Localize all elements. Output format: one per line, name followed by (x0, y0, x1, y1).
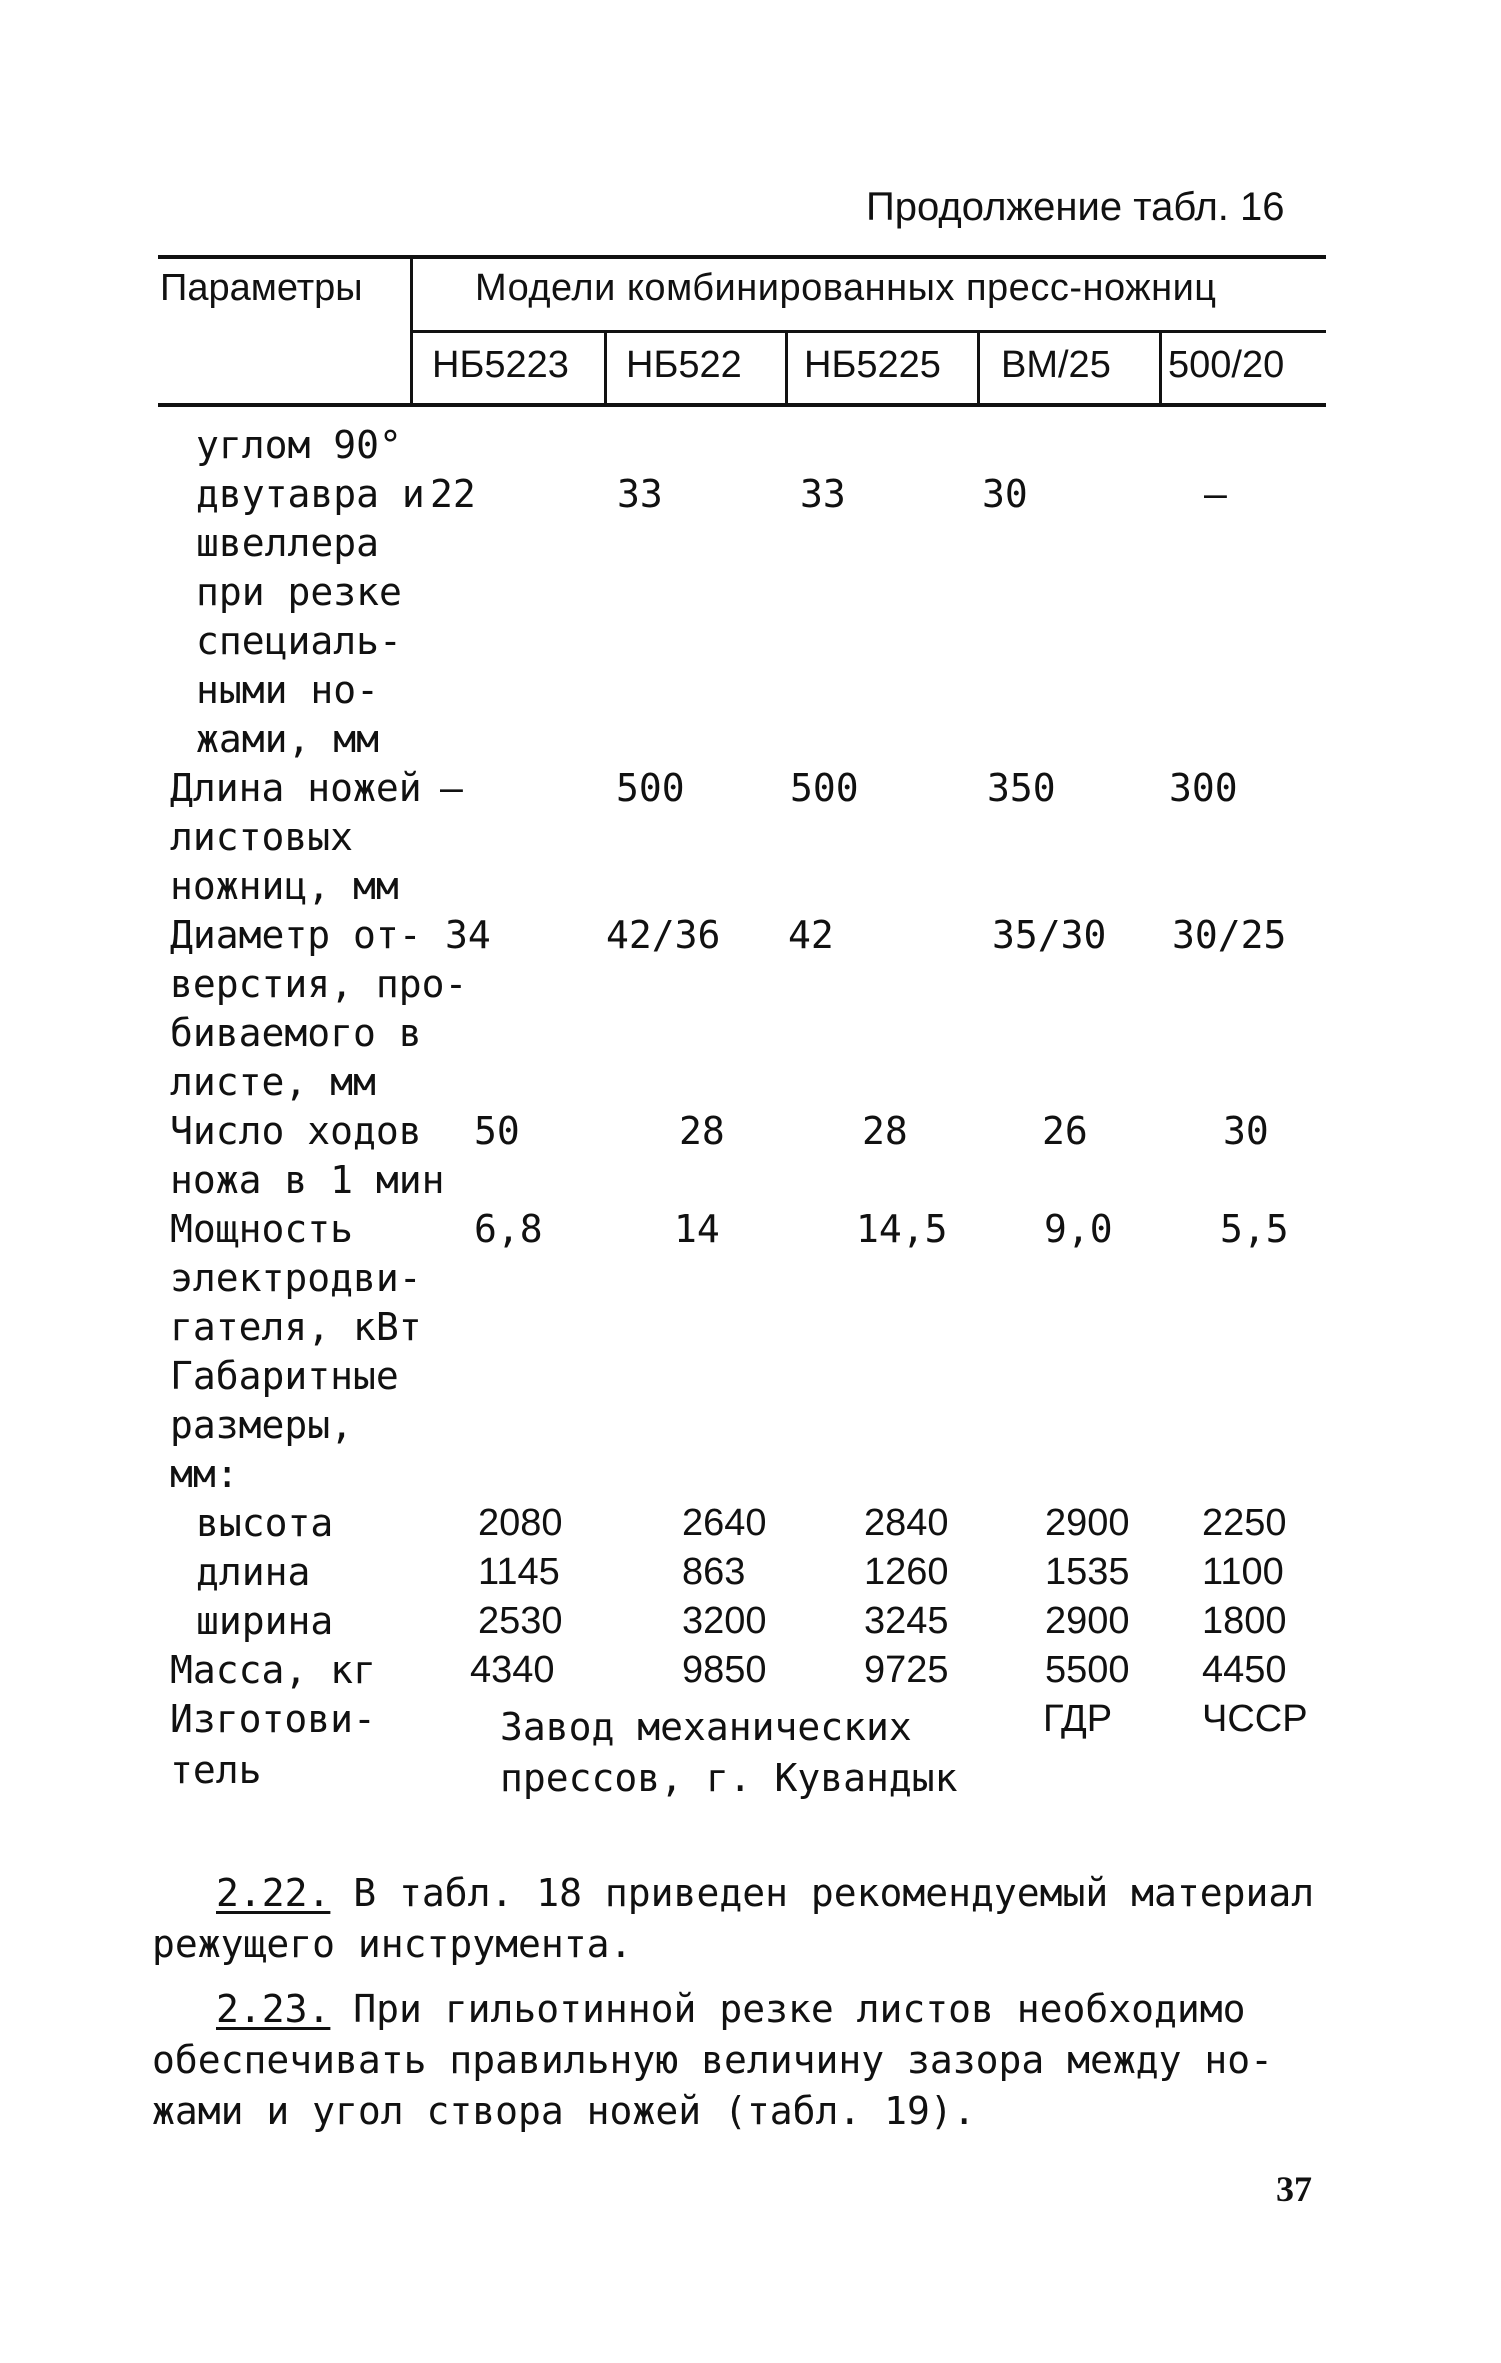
row-label-line: листе, мм (170, 1060, 376, 1104)
model-header: НБ5225 (804, 344, 941, 386)
table-cell: 42/36 (606, 913, 721, 957)
table-cell: 863 (682, 1551, 746, 1593)
table-cell: 2080 (478, 1502, 563, 1544)
row-label-line: длина (196, 1550, 311, 1594)
model-divider-1 (604, 332, 607, 405)
row-label-line: Габаритные (170, 1354, 399, 1398)
row-label-line: ножа в 1 мин (170, 1158, 445, 1202)
table-cell: 34 (445, 913, 491, 957)
table-cell: 30 (982, 472, 1028, 516)
row-label-line: гателя, кВт (170, 1305, 422, 1349)
page-number: 37 (1276, 2169, 1312, 2209)
param-header: Параметры (160, 267, 363, 309)
row-label-line: швеллера (196, 521, 380, 565)
header-bottom-rule (158, 403, 1326, 407)
table-cell: 1800 (1202, 1600, 1287, 1642)
model-header: ВМ/25 (1001, 344, 1111, 386)
table-cell: – (1204, 472, 1227, 516)
group-header: Модели комбинированных пресс-ножниц (475, 267, 1217, 309)
paragraph-text: При гильотинной резке листов необходимо (330, 1987, 1246, 2031)
row-label-line: листовых (170, 815, 354, 859)
table-cell: 33 (617, 472, 663, 516)
row-label-line: высота (196, 1501, 334, 1545)
row-label-line: Мощность (170, 1207, 354, 1251)
table-cell: – (440, 766, 463, 810)
row-label-line: при резке (196, 570, 402, 614)
row-label-line: ширина (196, 1599, 334, 1643)
row-label-line: жами, мм (196, 717, 380, 761)
row-label-line: верстия, про- (170, 962, 468, 1006)
table-cell: 9725 (864, 1649, 949, 1691)
row-label-line: размеры, (170, 1403, 354, 1447)
row-label-line: мм: (170, 1452, 239, 1496)
row-label-line: биваемого в (170, 1011, 422, 1055)
row-label-line: ными но- (196, 668, 380, 712)
model-divider-2 (785, 332, 788, 405)
table-cell: 1100 (1202, 1551, 1284, 1593)
table-cell: 1260 (864, 1551, 949, 1593)
table-cell: 14 (674, 1207, 720, 1251)
table-cell: 5500 (1045, 1649, 1130, 1691)
row-label-line: специаль- (196, 619, 402, 663)
table-cell: 30 (1223, 1109, 1269, 1153)
table-cell: 3200 (682, 1600, 767, 1642)
table-top-rule (158, 255, 1326, 259)
paragraph-line (216, 1870, 1314, 1916)
manufacturer-plant: прессов, г. Кувандык (500, 1756, 958, 1800)
manufacturer-country: ГДР (1043, 1698, 1113, 1740)
table-cell: 35/30 (992, 913, 1107, 957)
table-cell: 500 (790, 766, 859, 810)
table-cell: 22 (430, 472, 476, 516)
paragraph-line: режущего инструмента. (152, 1922, 633, 1966)
paragraph-number: 2.22. (216, 1871, 331, 1915)
row-label-line: углом 90° (196, 423, 402, 467)
table-cell: 5,5 (1220, 1207, 1289, 1251)
row-label-line: Изготови- (170, 1697, 376, 1741)
paragraph-line: жами и угол створа ножей (табл. 19). (152, 2089, 976, 2133)
row-label-line: ножниц, мм (170, 864, 399, 908)
row-label-line: Масса, кг (170, 1648, 376, 1692)
table-cell: 28 (679, 1109, 725, 1153)
table-cell: 2530 (478, 1600, 563, 1642)
table-cell: 9850 (682, 1649, 767, 1691)
table-cell: 4340 (470, 1649, 555, 1691)
table-cell: 50 (474, 1109, 520, 1153)
table-cell: 30/25 (1172, 913, 1287, 957)
model-header: НБ522 (626, 344, 742, 386)
model-divider-3 (977, 332, 980, 405)
paragraph-line (216, 1986, 1246, 2032)
table-cell: 2640 (682, 1502, 767, 1544)
table-cell: 9,0 (1044, 1207, 1113, 1251)
model-header: 500/20 (1168, 344, 1285, 386)
table-caption: Продолжение табл. 16 (866, 185, 1285, 229)
table-cell: 6,8 (474, 1207, 543, 1251)
row-label-line: Длина ножей (170, 766, 422, 810)
paragraph-number: 2.23. (216, 1987, 331, 2031)
table-cell: 2900 (1045, 1502, 1130, 1544)
table-cell: 42 (788, 913, 834, 957)
param-divider (410, 257, 413, 405)
table-cell: 33 (800, 472, 846, 516)
table-cell: 26 (1042, 1109, 1088, 1153)
manufacturer-country: ЧССР (1202, 1698, 1308, 1740)
table-cell: 350 (987, 766, 1056, 810)
manufacturer-plant: Завод механических (500, 1705, 912, 1749)
models-rule (410, 330, 1326, 333)
table-cell: 4450 (1202, 1649, 1287, 1691)
table-cell: 2840 (864, 1502, 949, 1544)
table-cell: 3245 (864, 1600, 949, 1642)
paragraph-line: обеспечивать правильную величину зазора между но- (152, 2038, 1274, 2082)
table-cell: 500 (616, 766, 685, 810)
model-divider-4 (1159, 332, 1162, 405)
row-label-line: тель (170, 1748, 262, 1792)
model-header: НБ5223 (432, 344, 569, 386)
paragraph-text: В табл. 18 приведен рекомендуемый материал (330, 1871, 1315, 1915)
table-cell: 28 (862, 1109, 908, 1153)
row-label-line: Число ходов (170, 1109, 422, 1153)
table-cell: 1145 (478, 1551, 560, 1593)
table-cell: 14,5 (856, 1207, 948, 1251)
row-label-line: Диаметр от- (170, 913, 422, 957)
row-label-line: двутавра и (196, 472, 425, 516)
table-cell: 2250 (1202, 1502, 1287, 1544)
table-cell: 2900 (1045, 1600, 1130, 1642)
row-label-line: электродви- (170, 1256, 422, 1300)
table-cell: 300 (1169, 766, 1238, 810)
table-cell: 1535 (1045, 1551, 1130, 1593)
